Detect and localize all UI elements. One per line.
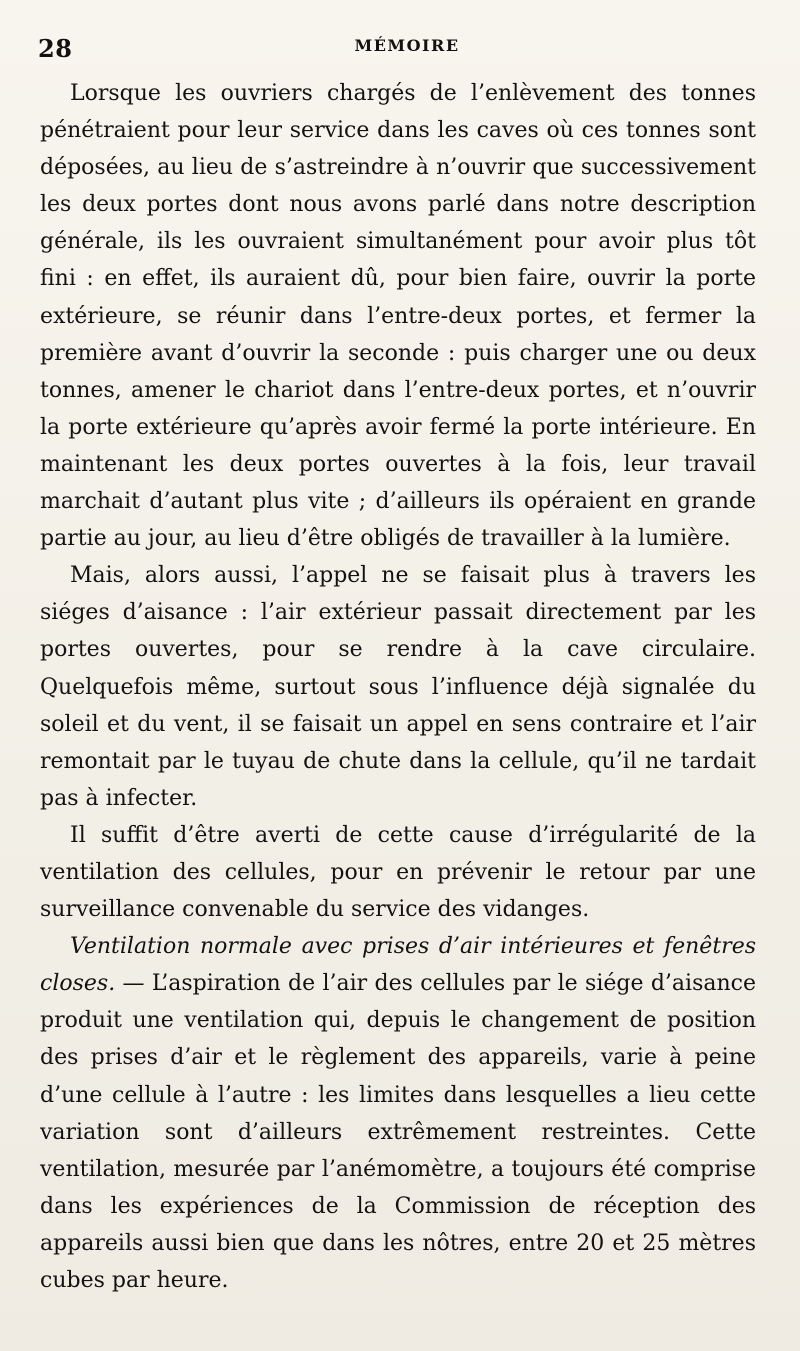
paragraph-4 (40, 928, 756, 1299)
paragraph-3: Il suffit d’être averti de cette cause d’irrégularité de la ventilation des cellules, pour en prévenir le retour par une surveillance convenable du service des vidanges. (40, 822, 756, 923)
body-text (40, 75, 756, 1299)
paragraph-4-text: — L’aspiration de l’air des cellules par le siége d’aisance produit une ventilation qui, depuis le changement de position des prises d’air et le règlement des appareils, varie à peine d’une cellule à l’autre : les limites dans lesquelles a lieu cette variation sont d’ailleurs extrêmement restreintes. Cette ventilation, mesurée par l’anémomètre, a toujours été comprise dans les expériences de la Commission de réception des appareils aussi bien que dans les nôtres, entre 20 et 25 mètres cubes par heure. (40, 971, 756, 1293)
page-header (38, 30, 776, 66)
running-title: MÉMOIRE (354, 36, 460, 55)
paragraph-2: Mais, alors aussi, l’appel ne se faisait plus à travers les siéges d’aisance : l’air extérieur passait directement par les portes ouvertes, pour se rendre à la cave circulaire. Quelquefois même, surtout sous l’influence déjà signalée du soleil et du vent, il se faisait un appel en sens contraire et l’air remontait par le tuyau de chute dans la cellule, qu’il ne tardait pas à infecter. (40, 563, 756, 811)
paragraph-4-italic-heading: Ventilation normale avec prises d’air intérieures et fenêtres closes. (40, 934, 756, 997)
page-number: 28 (38, 34, 73, 63)
paragraph-1: Lorsque les ouvriers chargés de l’enlèvement des tonnes pénétraient pour leur service dans les caves où ces tonnes sont déposées, au lieu de s’astreindre à n’ouvrir que successivement les deux portes dont nous avons parlé dans notre description générale, ils les ouvraient simultanément pour avoir plus tôt fini : en effet, ils auraient dû, pour bien faire, ouvrir la porte extérieure, se réunir dans l’entre-deux portes, et fermer la première avant d’ouvrir la seconde : puis charger une ou deux tonnes, amener le chariot dans l’entre-deux portes, et n’ouvrir la porte extérieure qu’après avoir fermé la porte intérieure. En maintenant les deux portes ouvertes à la fois, leur travail marchait d’autant plus vite ; d’ailleurs ils opéraient en grande partie au jour, au lieu d’être obligés de travailler à la lumière. (40, 81, 756, 552)
